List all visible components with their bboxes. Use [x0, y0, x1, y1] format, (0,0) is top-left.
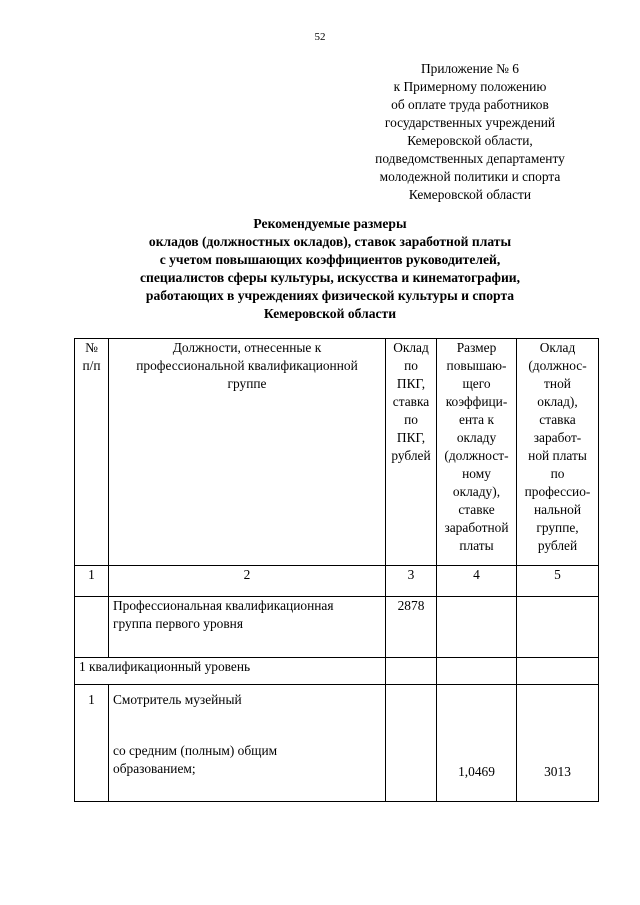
- header-position-cell: [109, 339, 386, 566]
- header-text: профессио-: [524, 484, 591, 499]
- appendix-line: Приложение № 6: [420, 61, 520, 76]
- header-text: №: [85, 340, 98, 355]
- header-ppkg-cell: [386, 339, 437, 566]
- position-salary-cell: [517, 685, 599, 802]
- position-name: Смотритель музейный: [113, 692, 242, 707]
- appendix-line: к Примерному положению: [393, 79, 547, 94]
- header-text: группе: [227, 376, 267, 391]
- appendix-line: государственных учреждений: [384, 115, 556, 130]
- position-coefficient: 1,0469: [458, 764, 495, 779]
- header-text: ента к: [459, 412, 494, 427]
- header-text: ставка: [539, 412, 576, 427]
- table-row-level: [75, 658, 599, 685]
- header-text: рублей: [391, 448, 431, 463]
- header-text: нальной: [533, 502, 582, 517]
- appendix-line: Кемеровской области: [408, 187, 532, 202]
- header-text: ПКГ,: [396, 376, 426, 391]
- header-text: заработной: [444, 520, 509, 535]
- title-line: работающих в учреждениях физической культуры и спорта: [145, 288, 515, 303]
- page-number: 52: [314, 31, 326, 43]
- header-text: рублей: [537, 538, 578, 553]
- column-number-cell: 4: [437, 566, 517, 597]
- header-text: ной платы: [528, 448, 587, 463]
- header-text: (должност-: [444, 448, 509, 463]
- position-detail-line: образованием;: [113, 761, 196, 776]
- level-empty-cell: [437, 658, 517, 685]
- position-name-cell: [109, 685, 386, 802]
- group-ppkg-cell: 2878: [386, 597, 437, 658]
- level-empty-cell: [386, 658, 437, 685]
- header-number-cell: [75, 339, 109, 566]
- title-line: Рекомендуемые размеры: [253, 216, 407, 231]
- group-label-cell: [109, 597, 386, 658]
- header-text: Размер: [456, 340, 497, 355]
- position-detail-line: со средним (полным) общим: [113, 743, 278, 758]
- header-text: (должнос-: [528, 358, 587, 373]
- header-text: щего: [462, 376, 491, 391]
- header-text: Оклад: [539, 340, 576, 355]
- header-text: повышаю-: [446, 358, 507, 373]
- header-text: ПКГ,: [396, 430, 426, 445]
- group-label-line: группа первого уровня: [113, 616, 243, 631]
- header-text: профессиональной квалификационной: [136, 358, 358, 373]
- column-number-cell: 5: [517, 566, 599, 597]
- level-label-cell: 1 квалификационный уровень: [75, 658, 386, 685]
- column-number-cell: 3: [386, 566, 437, 597]
- title-line: окладов (должностных окладов), ставок заработной платы: [148, 234, 512, 249]
- group-label-line: Профессиональная квалификационная: [113, 598, 334, 613]
- table-header-row: [75, 339, 599, 566]
- header-text: окладу: [456, 430, 497, 445]
- header-salary-cell: [517, 339, 599, 566]
- header-text: по: [550, 466, 565, 481]
- header-text: заработ-: [533, 430, 582, 445]
- header-text: группе,: [536, 520, 579, 535]
- header-text: по: [404, 358, 418, 373]
- position-number-cell: 1: [75, 685, 109, 802]
- appendix-line: Кемеровской области,: [407, 133, 533, 148]
- group-coefficient-cell: [437, 597, 517, 658]
- title-line: Кемеровской области: [263, 306, 397, 321]
- document-title: [60, 215, 600, 323]
- level-empty-cell: [517, 658, 599, 685]
- header-text: тной: [544, 376, 571, 391]
- appendix-line: подведомственных департаменту: [375, 151, 565, 166]
- position-salary: 3013: [544, 764, 571, 779]
- header-text: окладу),: [452, 484, 501, 499]
- appendix-line: молодежной политики и спорта: [379, 169, 561, 184]
- header-text: Оклад: [393, 340, 429, 355]
- header-coefficient-cell: [437, 339, 517, 566]
- title-line: с учетом повышающих коэффициентов руководителей,: [159, 252, 501, 267]
- column-number-cell: 1: [75, 566, 109, 597]
- column-number-cell: 2: [109, 566, 386, 597]
- group-salary-cell: [517, 597, 599, 658]
- header-text: п/п: [82, 358, 101, 373]
- title-line: специалистов сферы культуры, искусства и кинематографии,: [139, 270, 521, 285]
- salary-table: [74, 338, 599, 802]
- column-number-row: [75, 566, 599, 597]
- position-ppkg-cell: [386, 685, 437, 802]
- table-row-group: [75, 597, 599, 658]
- position-coefficient-cell: [437, 685, 517, 802]
- header-text: ставка: [392, 394, 430, 409]
- header-text: платы: [459, 538, 494, 553]
- header-text: Должности, отнесенные к: [172, 340, 322, 355]
- table-row-position: [75, 685, 599, 802]
- appendix-header: [355, 60, 585, 204]
- group-number-cell: [75, 597, 109, 658]
- header-text: коэффици-: [445, 394, 508, 409]
- header-text: ному: [462, 466, 491, 481]
- position-detail: [113, 742, 385, 778]
- header-text: оклад),: [537, 394, 578, 409]
- header-text: ставке: [458, 502, 495, 517]
- header-text: по: [404, 412, 418, 427]
- appendix-line: об оплате труда работников: [391, 97, 549, 112]
